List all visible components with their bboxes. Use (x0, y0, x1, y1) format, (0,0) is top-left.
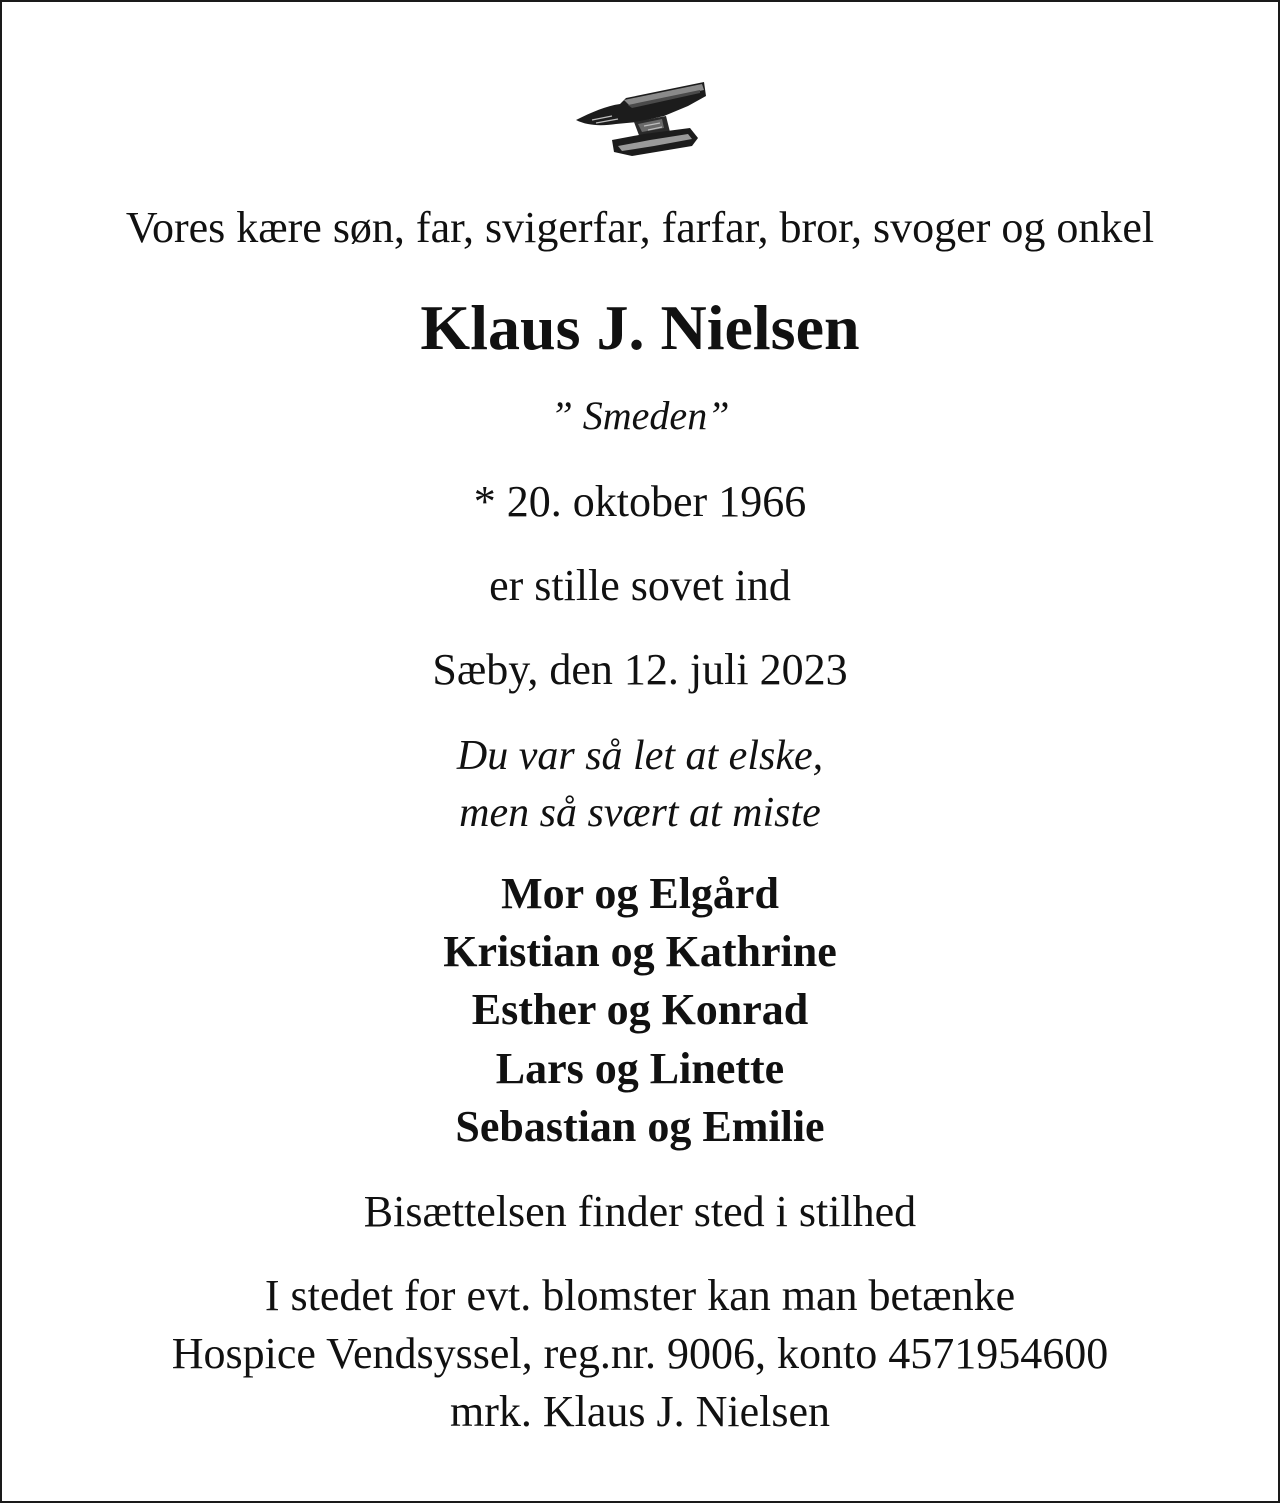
family-member: Lars og Linette (495, 1044, 785, 1093)
family-member: Esther og Konrad (471, 985, 809, 1034)
family-member: Mor og Elgård (501, 869, 779, 918)
anvil-icon (572, 76, 708, 160)
birth-date: * 20. oktober 1966 (473, 477, 807, 526)
intro-text: Vores kære søn, far, svigerfar, farfar, bror, svoger og onkel (125, 203, 1155, 252)
funeral-note: Bisættelsen finder sted i stilhed (363, 1187, 917, 1236)
donation-line: Hospice Vendsyssel, reg.nr. 9006, konto 4571954600 (171, 1329, 1109, 1378)
family-member: Sebastian og Emilie (455, 1102, 825, 1151)
verse-line: men så svært at miste (459, 790, 821, 836)
passed-text: er stille sovet ind (489, 561, 791, 610)
donation-line: I stedet for evt. blomster kan man betænke (264, 1271, 1016, 1320)
place-date: Sæby, den 12. juli 2023 (432, 645, 848, 694)
deceased-name: Klaus J. Nielsen (420, 292, 860, 363)
donation-line: mrk. Klaus J. Nielsen (449, 1387, 831, 1436)
nickname: ” Smeden” (550, 393, 730, 438)
family-member: Kristian og Kathrine (443, 927, 837, 976)
verse-line: Du var så let at elske, (456, 733, 824, 779)
